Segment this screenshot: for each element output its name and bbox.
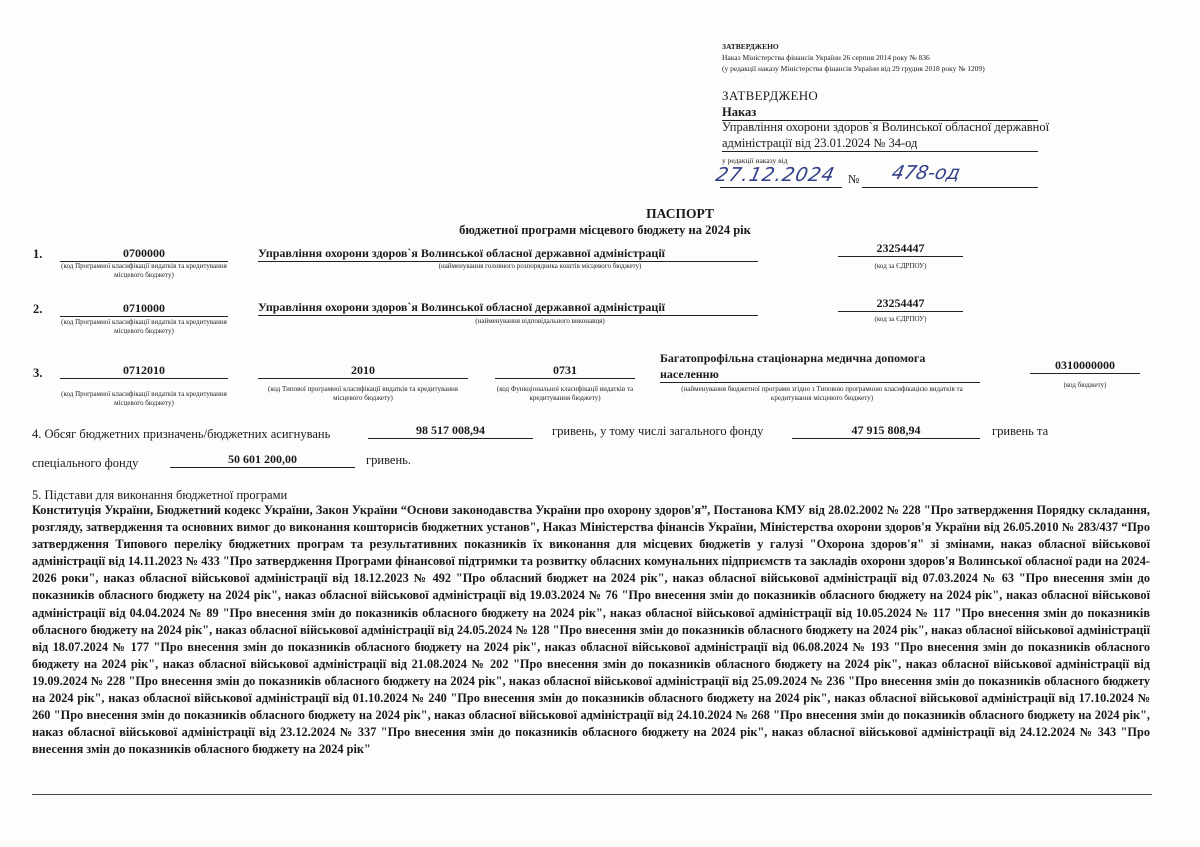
row3-typical-code: 2010 [258, 363, 468, 379]
row4-tail-text: гривень та [992, 424, 1049, 438]
row3-code-caption: (код Програмної класифікації видатків та кредитування місцевого бюджету) [61, 390, 227, 407]
row4-special-fund-amount: 50 601 200,00 [170, 452, 355, 468]
row4-special-label: спеціального фонду [32, 456, 139, 470]
row1-code: 0700000 [60, 246, 228, 262]
approval-order-label: Наказ [722, 105, 1038, 121]
row4-total-amount: 98 517 008,94 [368, 423, 533, 439]
approval-org-line2: адміністрації від 23.01.2024 № 34-од [722, 136, 1038, 152]
handwritten-revision-date: 27.12.2024 [713, 164, 838, 186]
row5-label: 5. Підстави для виконання бюджетної програми [32, 488, 288, 502]
row1-edrpou-caption: (код за ЄДРПОУ) [874, 262, 927, 270]
row4-general-fund-amount: 47 915 808,94 [792, 423, 980, 439]
row4-middle-text: гривень, у тому числі загального фонду [552, 424, 764, 438]
row3-func-caption: (код Функціональної класифікації видатків та кредитування бюджету) [496, 385, 634, 402]
document-subtitle: бюджетної програми місцевого бюджету на 2024 рік [459, 223, 751, 237]
row3-budget-code: 0310000000 [1030, 358, 1140, 374]
revision-number-underline [862, 187, 1038, 188]
document-title: ПАСПОРТ [646, 206, 714, 221]
row1-code-caption: (код Програмної класифікації видатків та кредитування місцевого бюджету) [61, 262, 227, 279]
row3-budget-caption: (код бюджету) [1063, 381, 1107, 389]
row2-number: 2. [33, 302, 43, 316]
row1-org-name: Управління охорони здоров`я Волинської обласної державної адміністрації [258, 246, 758, 262]
row3-code: 0712010 [60, 363, 228, 379]
row3-program-caption: (найменування бюджетної програми згідно з Типовою програмною класифікацією видатків та кредитування місцевого бюджету) [681, 385, 963, 402]
approval-org-line1: Управління охорони здоров`я Волинської обласної державної [722, 120, 1050, 134]
row1-name-caption: (найменування головного розпорядника коштів місцевого бюджету) [438, 262, 642, 270]
row2-edrpou: 23254447 [838, 296, 963, 312]
row4-special-tail: гривень. [366, 453, 411, 467]
row3-func-code: 0731 [495, 363, 635, 379]
row3-typical-caption: (код Типової програмної класифікації видатків та кредитування місцевого бюджету) [268, 385, 458, 402]
row1-number: 1. [33, 247, 43, 261]
bottom-divider [32, 794, 1152, 795]
row3-program-name-line1: Багатопрофільна стаціонарна медична допомога [660, 351, 926, 365]
revision-label: у редакції наказу від [722, 156, 788, 165]
row2-edrpou-caption: (код за ЄДРПОУ) [874, 315, 927, 323]
revision-number-label: № [848, 172, 860, 186]
row5-legal-basis-text: Конституція України, Бюджетний кодекс України, Закон України “Основи законодавства України про охорону здоров'я”, Постанова КМУ від 28.02.2002 № 228 "Про затвердження Порядку складання, розгляду, затвердження та основних вимог до виконання кошторисів бюджетних установ", Наказ Міністерства фінансів України, Міністерства охорони здоров'я України від 26.05.2010 № 283/437 “Про затвердження Типового переліку бюджетних програм та результативних показників їх виконання для місцевих бюджетів у галузі "Охорона здоров'я" зі змінами, наказ обласної військової адміністрації від 14.11.2023 № 433 "Про затвердження Програми фінансової підтримки та розвитку обласних комунальних підприємств та закладів охорони здоров'я Волинської обласної ради на 2024-2026 роки", наказ обласної військової адміністрації від 18.12.2023 № 492 "Про обласний бюджет на 2024 рік", наказ обласної військової адміністрації від 07.03.2024 № 63 "Про внесення змін до показників обласного бюджету на 2024 рік", наказ обласної військової адміністрації від 19.03.2024 № 76 "Про внесення змін до показників обласного бюджету на 2024 рік", наказ обласної військової адміністрації від 04.04.2024 № 89 "Про внесення змін до показників обласного бюджету на 2024 рік", наказ обласної військової адміністрації від 10.05.2024 № 117 "Про внесення змін до показників обласного бюджету на 2024 рік", наказ обласної військової адміністрації від 24.05.2024 № 128 "Про внесення змін до показників обласного бюджету на 2024 рік", наказ обласної військової адміністрації від 18.07.2024 № 177 "Про внесення змін до показників обласного бюджету на 2024 рік", наказ обласної військової адміністрації від 06.08.2024 № 193 "Про внесення змін до показників обласного бюджету на 2024 рік", наказ обласної військової адміністрації від 21.08.2024 № 202 "Про внесення змін до показників обласного бюджету на 2024 рік", наказ обласної військової адміністрації від 19.09.2024 № 228 "Про внесення змін до показників обласного бюджету на 2024 рік", наказ обласної військової адміністрації від 25.09.2024 № 236 "Про внесення змін до показників обласного бюджету на 2024 рік", наказ обласної військової адміністрації від 01.10.2024 № 240 "Про внесення змін до показників обласного бюджету на 2024 рік", наказ обласної військової адміністрації від 17.10.2024 № 260 "Про внесення змін до показників обласного бюджету на 2024 рік", наказ обласної військової адміністрації від 24.10.2024 № 268 "Про внесення змін до показників обласного бюджету на 2024 рік", наказ обласної військової адміністрації від 23.12.2024 № 337 "Про внесення змін до показників обласного бюджету на 2024 рік", наказ обласної військової адміністрації від 24.12.2024 № 343 "Про внесення змін до показників обласного бюджету на 2024 рік" [32, 503, 1150, 757]
row3-number: 3. [33, 366, 43, 380]
row2-code-caption: (код Програмної класифікації видатків та кредитування місцевого бюджету) [61, 318, 227, 335]
approval-small-heading: ЗАТВЕРДЖЕНО [722, 42, 779, 51]
row4-label: 4. Обсяг бюджетних призначень/бюджетних асигнувань [32, 427, 331, 441]
approval-small-line1: Наказ Міністерства фінансів України 26 серпня 2014 року № 836 [722, 53, 930, 62]
approval-heading: ЗАТВЕРДЖЕНО [722, 88, 819, 103]
revision-date-underline [720, 187, 842, 188]
approval-small-line2: (у редакції наказу Міністерства фінансів України від 29 грудня 2018 року № 1209) [722, 64, 985, 73]
row2-org-name: Управління охорони здоров`я Волинської обласної державної адміністрації [258, 300, 758, 316]
row2-code: 0710000 [60, 301, 228, 317]
row2-name-caption: (найменування відповідального виконавця) [475, 317, 605, 325]
row3-program-name-line2: населенню [660, 367, 980, 383]
row1-edrpou: 23254447 [838, 241, 963, 257]
handwritten-revision-number: 478-од [889, 162, 963, 184]
